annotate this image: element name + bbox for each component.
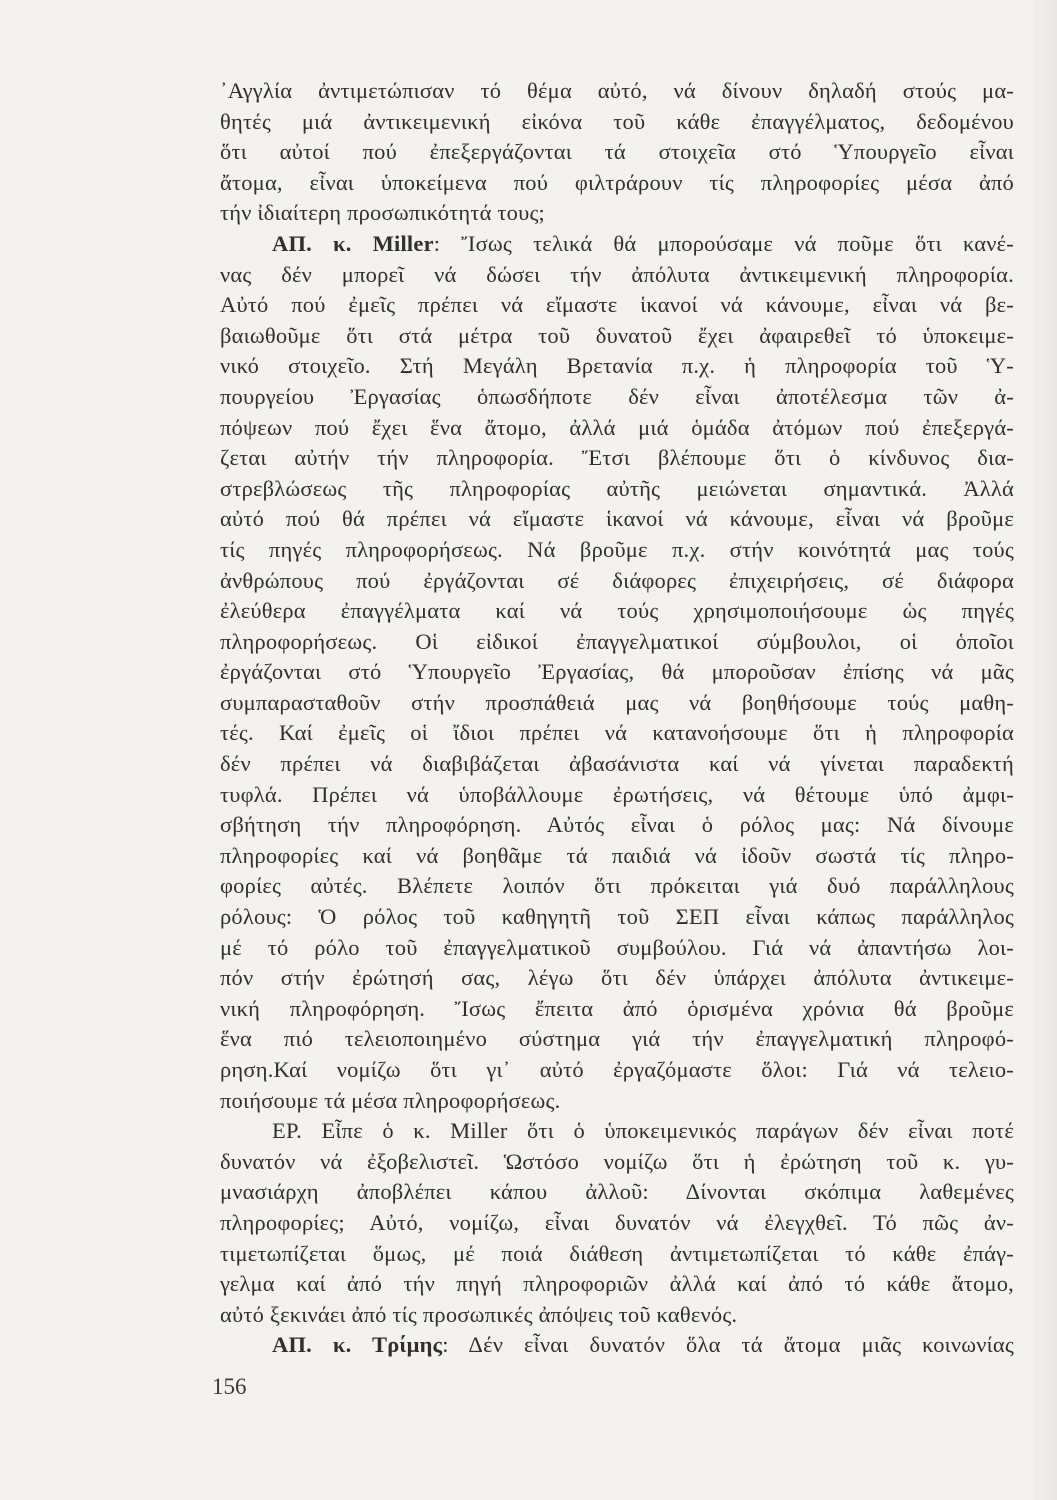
text-line: ρόλους: Ὁ ρόλος τοῦ καθηγητῆ τοῦ ΣΕΠ εἶναι κάπως παράλληλος <box>220 904 1014 930</box>
text-line-rest: : Δέν εἶναι δυνατόν ὅλα τά ἄτομα μιᾶς κοινωνίας <box>442 1332 1014 1358</box>
speaker-label: ΑΠ. κ. Τρίμης <box>272 1332 443 1358</box>
text-line: τήν ἰδιαίτερη προσωπικότητά τους; <box>220 200 546 226</box>
text-line: αὐτό πού θά πρέπει νά εἴμαστε ἱκανοί νά κάνουμε, εἶναι νά βροῦμε <box>220 506 1014 532</box>
text-line: τές. Καί ἐμεῖς οἱ ἴδιοι πρέπει νά κατανοήσουμε ὅτι ἡ πληροφορία <box>220 720 1014 746</box>
page-number: 156 <box>212 1374 247 1399</box>
text-line: νας δέν μπορεῖ νά δώσει τήν ἀπόλυτα ἀντικειμενική πληροφορία. <box>220 261 1014 287</box>
text-line: πληροφορίες καί νά βοηθᾶμε τά παιδιά νά ἰδοῦν σωστά τίς πληρο- <box>220 842 1014 868</box>
body-text <box>220 76 1014 1361</box>
text-line: πληροφορήσεως. Οἱ εἰδικοί ἐπαγγελματικοί σύμβουλοι, οἱ ὁποῖοι <box>220 628 1014 654</box>
text-line: στρεβλώσεως τῆς πληροφορίας αὐτῆς μειώνεται σημαντικά. Ἀλλά <box>220 475 1014 501</box>
text-line: τυφλά. Πρέπει νά ὑποβάλλουμε ἐρωτήσεις, νά θέτουμε ὑπό ἀμφι- <box>220 781 1014 807</box>
text-line-rest: : Ἴσως τελικά θά μπορούσαμε νά ποῦμε ὅτι κανέ- <box>433 230 1014 256</box>
text-line: αὐτό ξεκινάει ἀπό τίς προσωπικές ἀπόψεις τοῦ καθενός. <box>220 1301 738 1327</box>
text-line: ἐργάζονται στό Ὑπουργεῖο Ἐργασίας, θά μποροῦσαν ἐπίσης νά μᾶς <box>220 659 1014 685</box>
text-line: Αὐτό πού ἐμεῖς πρέπει νά εἴμαστε ἱκανοί νά κάνουμε, εἶναι νά βε- <box>220 292 1014 318</box>
text-line: πληροφορίες; Αὐτό, νομίζω, εἶναι δυνατόν νά ἐλεγχθεῖ. Τό πῶς ἀν- <box>220 1209 1014 1235</box>
text-line: συμπαρασταθοῦν στήν προσπάθειά μας νά βοηθήσουμε τούς μαθη- <box>220 689 1014 715</box>
text-line: ποιήσουμε τά μέσα πληροφορήσεως. <box>220 1087 561 1113</box>
text-line: μέ τό ρόλο τοῦ ἐπαγγελματικοῦ συμβούλου. Γιά νά ἀπαντήσω λοι- <box>220 934 1014 960</box>
text-line: ᾿Αγγλία ἀντιμετώπισαν τό θέμα αὐτό, νά δίνουν δηλαδή στούς μα- <box>220 78 1014 103</box>
page-edge-shadow <box>1027 0 1057 1500</box>
paragraph-start-line <box>220 1330 1014 1361</box>
text-line: πόψεων πού ἔχει ἕνα ἄτομο, ἀλλά μιά ὁμάδα ἀτόμων πού ἐπεξεργά- <box>220 414 1014 440</box>
text-line: νική πληροφόρηση. Ἴσως ἔπειτα ἀπό ὁρισμένα χρόνια θά βροῦμε <box>220 995 1014 1021</box>
text-line: τίς πηγές πληροφορήσεως. Νά βροῦμε π.χ. στήν κοινότητά μας τούς <box>220 536 1014 562</box>
text-line: φορίες αὐτές. Βλέπετε λοιπόν ὅτι πρόκειται γιά δυό παράλληλους <box>220 873 1014 899</box>
speaker-label: ΑΠ. κ. Miller <box>272 230 434 256</box>
text-line: ἕνα πιό τελειοποιημένο σύστημα γιά τήν ἐπαγγελματική πληροφό- <box>220 1026 1014 1052</box>
text-line: δυνατόν νά ἐξοβελιστεῖ. Ὡστόσο νομίζω ὅτι ἡ ἐρώτηση τοῦ κ. γυ- <box>220 1148 1014 1174</box>
text-line: ρηση.Καί νομίζω ὅτι γι᾿ αὐτό ἐργαζόμαστε ὅλοι: Γιά νά τελειο- <box>220 1057 1014 1082</box>
paragraph-start-line <box>220 229 1014 260</box>
text-line: σβήτηση τήν πληροφόρηση. Αὐτός εἶναι ὁ ρόλος μας: Νά δίνουμε <box>220 812 1014 838</box>
text-line: πόν στήν ἐρώτησή σας, λέγω ὅτι δέν ὑπάρχει ἀπόλυτα ἀντικειμε- <box>220 965 1014 991</box>
text-line: μνασιάρχη ἀποβλέπει κάπου ἀλλοῦ: Δίνονται σκόπιμα λαθεμένες <box>220 1179 1014 1205</box>
text-line: βαιωθοῦμε ὅτι στά μέτρα τοῦ δυνατοῦ ἔχει ἀφαιρεθεῖ τό ὑποκειμε- <box>220 322 1014 348</box>
text-line: πουργείου Ἐργασίας ὁπωσδήποτε δέν εἶναι ἀποτέλεσμα τῶν ἀ- <box>220 383 1014 409</box>
text-line: γελμα καί ἀπό τήν πηγή πληροφοριῶν ἀλλά καί ἀπό τό κάθε ἄτομο, <box>220 1271 1014 1297</box>
text-line: ἄτομα, εἶναι ὑποκείμενα πού φιλτράρουν τίς πληροφορίες μέσα ἀπό <box>220 169 1014 195</box>
text-line: ὅτι αὐτοί πού ἐπεξεργάζονται τά στοιχεῖα στό Ὑπουργεῖο εἶναι <box>220 139 1014 165</box>
text-line: δέν πρέπει νά διαβιβάζεται ἀβασάνιστα καί νά γίνεται παραδεκτή <box>220 751 1014 777</box>
text-line: ζεται αὐτήν τήν πληροφορία. Ἔτσι βλέπουμε ὅτι ὁ κίνδυνος δια- <box>220 445 1014 471</box>
text-line: ἐλεύθερα ἐπαγγέλματα καί νά τούς χρησιμοποιήσουμε ὡς πηγές <box>220 598 1014 624</box>
text-line: θητές μιά ἀντικειμενική εἰκόνα τοῦ κάθε ἐπαγγέλματος, δεδομένου <box>220 108 1014 134</box>
text-line: νικό στοιχεῖο. Στή Μεγάλη Βρετανία π.χ. ἡ πληροφορία τοῦ Ὑ- <box>220 353 1014 379</box>
paragraph-start-line: ΕΡ. Εἶπε ὁ κ. Miller ὅτι ὁ ὑποκειμενικός παράγων δέν εἶναι ποτέ <box>272 1118 1014 1144</box>
text-line: ἀνθρώπους πού ἐργάζονται σέ διάφορες ἐπιχειρήσεις, σέ διάφορα <box>220 567 1014 593</box>
text-line: τιμετωπίζεται ὅμως, μέ ποιά διάθεση ἀντιμετωπίζεται τό κάθε ἐπάγ- <box>220 1240 1014 1266</box>
